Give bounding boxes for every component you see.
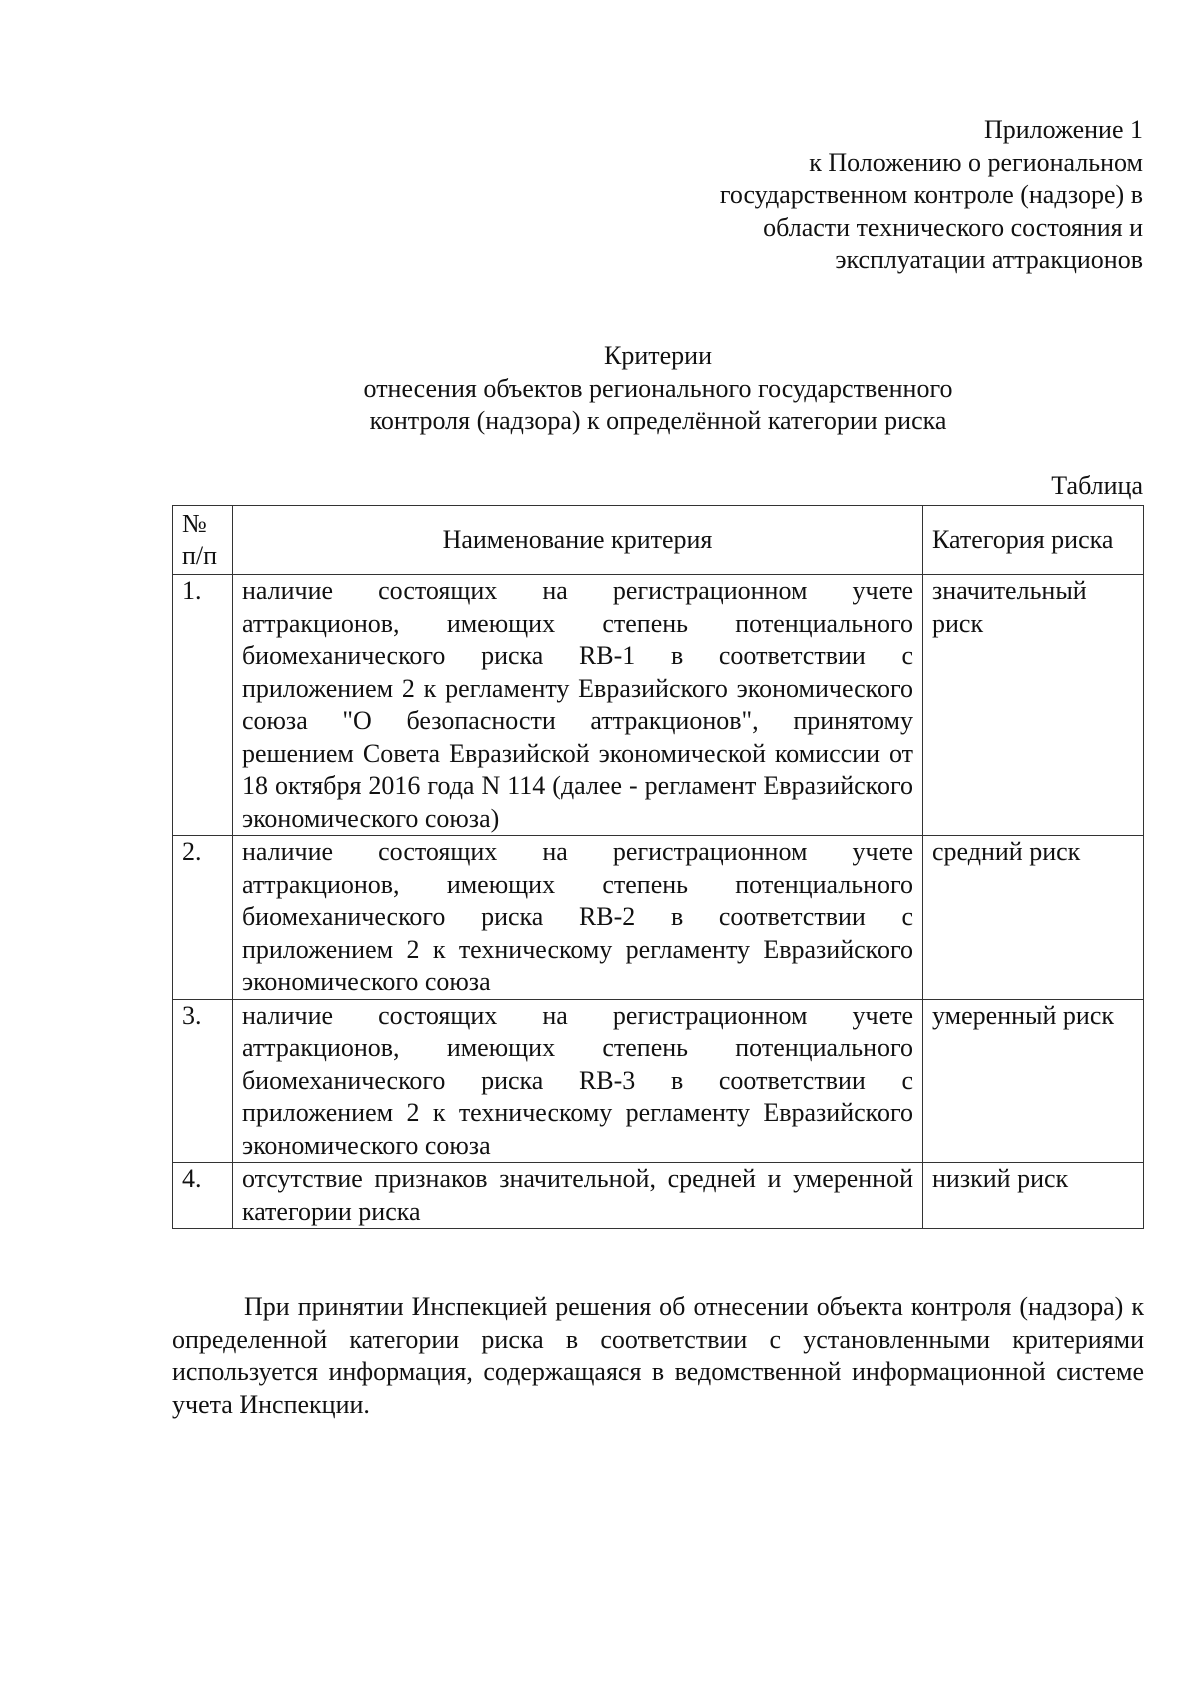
row-number: 2.: [173, 836, 233, 1000]
appendix-line: области технического состояния и: [763, 212, 1143, 242]
row-number: 4.: [173, 1163, 233, 1229]
table-row: [173, 836, 1144, 1000]
criteria-table: [172, 505, 1144, 1229]
header-number: [173, 506, 233, 575]
table-row: [173, 999, 1144, 1163]
title-line: отнесения объектов регионального государственного: [363, 373, 953, 403]
document-title: [172, 340, 1144, 438]
row-number: 3.: [173, 999, 233, 1163]
table-header-row: [173, 506, 1144, 575]
header-number-sign: №: [182, 509, 207, 538]
title-line: контроля (надзора) к определённой категории риска: [369, 406, 947, 435]
row-category: средний риск: [923, 836, 1144, 1000]
appendix-line: Приложение 1: [983, 115, 1143, 144]
row-category: низкий риск: [923, 1163, 1144, 1229]
row-criterion: наличие состоящих на регистрационном учете аттракционов, имеющих степень потенциального биомеханического риска RB-2 в соответствии с приложением 2 к техническому регламенту Евразийского экономического союза: [232, 836, 922, 1000]
appendix-header: [720, 114, 1143, 277]
title-line: Критерии: [604, 341, 712, 370]
row-criterion: наличие состоящих на регистрационном учете аттракционов, имеющих степень потенциального биомеханического риска RB-3 в соответствии с приложением 2 к техническому регламенту Евразийского экономического союза: [232, 999, 922, 1163]
row-criterion: отсутствие признаков значительной, средней и умеренной категории риска: [232, 1163, 922, 1229]
table-label: Таблица: [1051, 471, 1143, 500]
header-criterion-name: Наименование критерия: [232, 506, 922, 575]
appendix-line: к Положению о региональном: [809, 147, 1143, 177]
appendix-line: эксплуатации аттракционов: [835, 245, 1143, 274]
row-criterion: наличие состоящих на регистрационном учете аттракционов, имеющих степень потенциального биомеханического риска RB-1 в соответствии с приложением 2 к регламенту Евразийского экономического союза "О безопасности аттракционов", принятому решением Совета Евразийской экономической комиссии от 18 октября 2016 года N 114 (далее - регламент Евразийского экономического союза): [232, 575, 922, 836]
header-number-abbr: п/п: [182, 541, 218, 570]
footer-paragraph: При принятии Инспекцией решения об отнесении объекта контроля (надзора) к определенной категории риска в соответствии с установленными критериями используется информация, содержащаяся в ведомственной информационной системе учета Инспекции.: [172, 1292, 1144, 1419]
row-number: 1.: [173, 575, 233, 836]
table-row: [173, 575, 1144, 836]
row-category: значительный риск: [923, 575, 1144, 836]
appendix-line: государственном контроле (надзоре) в: [719, 180, 1143, 209]
row-category: умеренный риск: [923, 999, 1144, 1163]
table-row: [173, 1163, 1144, 1229]
header-risk-category: Категория риска: [923, 506, 1144, 575]
